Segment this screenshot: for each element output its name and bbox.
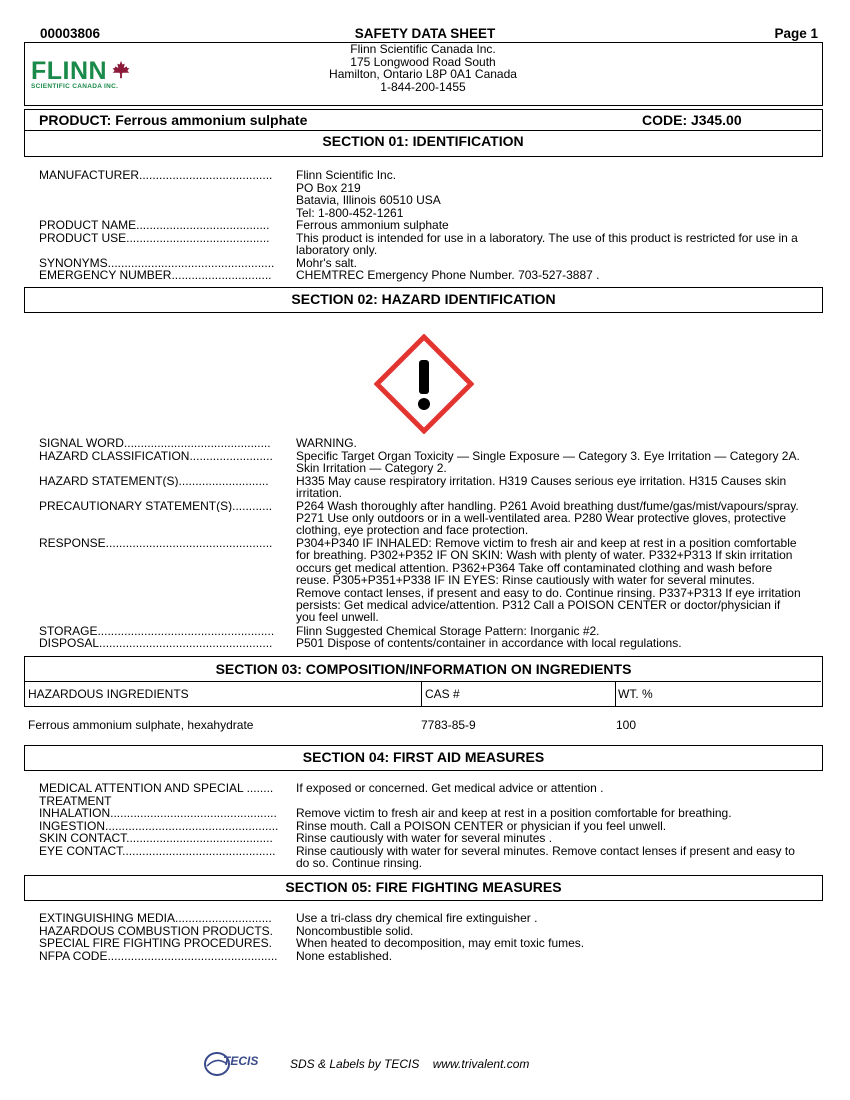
- page-number: Page 1: [774, 26, 818, 41]
- company-address: [25, 43, 821, 93]
- product-name: PRODUCT: Ferrous ammonium sulphate: [39, 112, 308, 128]
- document-title: SAFETY DATA SHEET: [354, 26, 496, 41]
- tecis-logo: [203, 1050, 263, 1081]
- divider: [25, 681, 821, 682]
- exclamation-mark-pictogram-icon: [374, 334, 474, 434]
- document-number: 00003806: [40, 26, 101, 41]
- company-street: 175 Longwood Road South: [350, 54, 496, 69]
- footer-text: SDS & Labels by TECIS www.trivalent.com: [290, 1057, 530, 1071]
- section-04-header: [24, 745, 823, 771]
- cas-header: CAS #: [425, 687, 460, 701]
- ingredients-header: HAZARDOUS INGREDIENTS: [28, 687, 189, 701]
- product-box: [24, 109, 823, 157]
- logo-wordmark: FLINN: [31, 57, 108, 85]
- company-name: Flinn Scientific Canada Inc.: [350, 42, 496, 56]
- product-code: CODE: J345.00: [642, 112, 742, 128]
- logo-subtitle: SCIENTIFIC CANADA INC.: [31, 83, 119, 90]
- section-01-title: SECTION 01: IDENTIFICATION: [322, 133, 524, 149]
- header-box: [24, 42, 823, 106]
- weight-header: WT. %: [618, 687, 653, 701]
- divider: [25, 130, 821, 131]
- section-02-header: [24, 287, 823, 313]
- section-03-title: SECTION 03: COMPOSITION/INFORMATION ON INGREDIENTS: [215, 661, 632, 677]
- divider: [615, 681, 616, 706]
- section-02-title: SECTION 02: HAZARD IDENTIFICATION: [291, 291, 556, 307]
- ingredient-name: Ferrous ammonium sulphate, hexahydrate: [28, 718, 254, 732]
- section-05-header: [24, 875, 823, 901]
- section-05-title: SECTION 05: FIRE FIGHTING MEASURES: [285, 879, 562, 895]
- ingredient-weight: 100: [616, 718, 637, 732]
- divider: [421, 681, 422, 706]
- tecis-logo-text: TECIS: [223, 1054, 259, 1068]
- ingredient-cas: 7783-85-9: [421, 718, 476, 732]
- section-03-box: [24, 656, 823, 707]
- company-phone: 1-844-200-1455: [380, 79, 466, 94]
- section-04-title: SECTION 04: FIRST AID MEASURES: [302, 749, 545, 765]
- company-city: Hamilton, Ontario L8P 0A1 Canada: [329, 67, 517, 82]
